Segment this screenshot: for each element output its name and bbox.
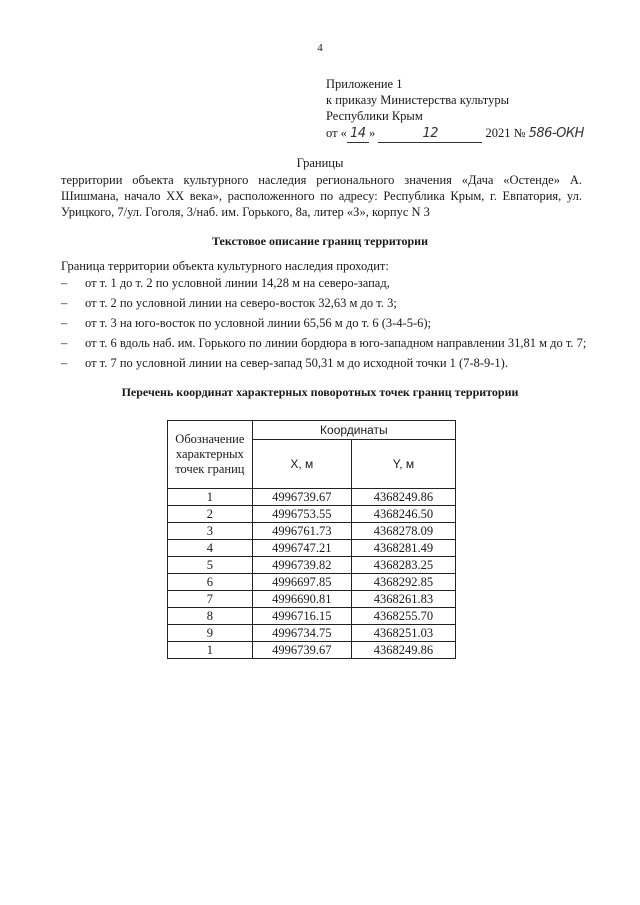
date-prefix: от «	[326, 126, 347, 140]
order-day: 14	[350, 126, 366, 141]
table-row	[168, 557, 456, 574]
boundary-item	[61, 315, 591, 331]
point-cell: 1	[168, 642, 253, 659]
point-cell: 5	[168, 557, 253, 574]
order-date-line	[326, 125, 584, 143]
appendix-line-3: Республики Крым	[326, 109, 423, 123]
y-cell: 4368261.83	[351, 591, 455, 608]
page-number: 4	[317, 42, 323, 54]
table-row	[168, 642, 456, 659]
table-row	[168, 540, 456, 557]
table-row	[168, 625, 456, 642]
point-column-header: Обозначение характерных точек границ	[168, 421, 253, 489]
x-cell: 4996761.73	[252, 523, 351, 540]
x-cell: 4996697.85	[252, 574, 351, 591]
boundary-intro: Граница территории объекта культурного наследия проходит:	[61, 259, 389, 273]
text-section-heading: Текстовое описание границ территории	[211, 234, 429, 248]
appendix-line-2: к приказу Министерства культуры	[326, 93, 509, 107]
coordinates-header: Координаты	[252, 421, 455, 440]
x-cell: 4996716.15	[252, 608, 351, 625]
point-cell: 9	[168, 625, 253, 642]
boundary-item-text: от т. 7 по условной линии на север-запад 50,31 м до исходной точки 1 (7-8-9-1).	[85, 356, 508, 370]
y-cell: 4368249.86	[351, 489, 455, 506]
boundary-item-text: от т. 2 по условной линии на северо-восток 32,63 м до т. 3;	[85, 296, 397, 310]
date-separator: »	[368, 126, 376, 140]
y-cell: 4368255.70	[351, 608, 455, 625]
boundary-item-text: от т. 3 на юго-восток по условной линии 65,56 м до т. 6 (3-4-5-6);	[85, 316, 432, 330]
y-cell: 4368249.86	[351, 642, 455, 659]
coordinates-table-body	[168, 489, 456, 659]
list-dash: –	[61, 316, 68, 330]
x-cell: 4996753.55	[252, 506, 351, 523]
boundary-item	[61, 335, 591, 351]
y-cell: 4368283.25	[351, 557, 455, 574]
point-cell: 7	[168, 591, 253, 608]
coordinates-table	[167, 420, 456, 659]
appendix-header	[326, 76, 509, 124]
list-dash: –	[61, 336, 68, 350]
table-row	[168, 574, 456, 591]
table-row	[168, 489, 456, 506]
list-dash: –	[61, 356, 68, 370]
x-cell: 4996734.75	[252, 625, 351, 642]
x-cell: 4996739.82	[252, 557, 351, 574]
y-column-header: Y, м	[351, 440, 455, 489]
table-row	[168, 523, 456, 540]
y-cell: 4368292.85	[351, 574, 455, 591]
boundary-list	[61, 275, 591, 375]
point-cell: 8	[168, 608, 253, 625]
y-cell: 4368278.09	[351, 523, 455, 540]
y-cell: 4368281.49	[351, 540, 455, 557]
y-cell: 4368251.03	[351, 625, 455, 642]
list-dash: –	[61, 276, 68, 290]
x-cell: 4996690.81	[252, 591, 351, 608]
order-number: 586-ОКН	[528, 126, 584, 141]
appendix-line-1: Приложение 1	[326, 77, 403, 91]
x-cell: 4996747.21	[252, 540, 351, 557]
point-cell: 3	[168, 523, 253, 540]
point-cell: 4	[168, 540, 253, 557]
order-month: 12	[422, 126, 439, 141]
month-blank	[378, 125, 482, 143]
table-row	[168, 506, 456, 523]
list-dash: –	[61, 296, 68, 310]
coords-heading: Перечень координат характерных поворотных точек границ территории	[121, 385, 519, 399]
boundary-item	[61, 355, 591, 371]
document-title: Границы	[296, 156, 344, 170]
table-row	[168, 591, 456, 608]
point-cell: 1	[168, 489, 253, 506]
boundary-item-text: от т. 1 до т. 2 по условной линии 14,28 м на северо-запад,	[85, 276, 390, 290]
object-description: территории объекта культурного наследия регионального значения «Дача «Остенде» А. Шишмана, начало XX века», расположенного по адресу: Республика Крым, г. Евпатория, ул. Урицкого, 7/ул. Гоголя, 3/наб. им. Горького, 8а, литер «З», корпус N 3	[61, 173, 582, 219]
day-blank	[347, 125, 369, 143]
x-cell: 4996739.67	[252, 489, 351, 506]
x-column-header: X, м	[252, 440, 351, 489]
point-cell: 6	[168, 574, 253, 591]
x-cell: 4996739.67	[252, 642, 351, 659]
boundary-item	[61, 295, 591, 311]
boundary-item	[61, 275, 591, 291]
table-row	[168, 608, 456, 625]
y-cell: 4368246.50	[351, 506, 455, 523]
order-year: 2021 №	[485, 126, 526, 140]
boundary-item-text: от т. 6 вдоль наб. им. Горького по линии бордюра в юго-западном направлении 31,81 м до т. 7;	[85, 336, 587, 350]
point-cell: 2	[168, 506, 253, 523]
